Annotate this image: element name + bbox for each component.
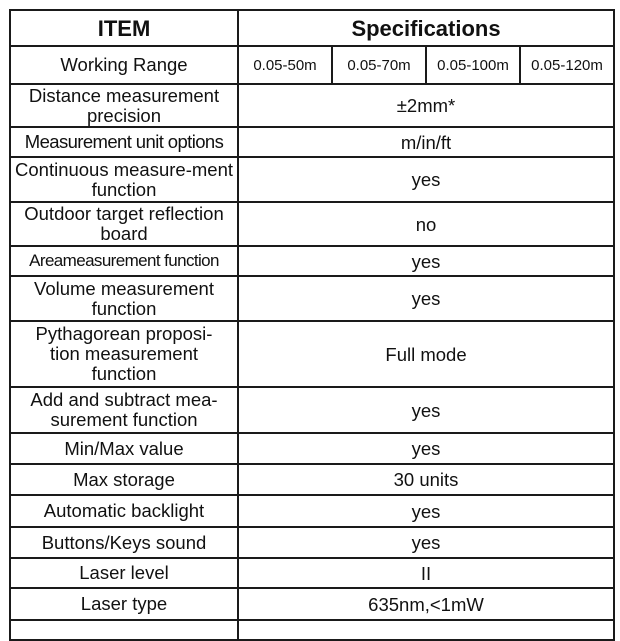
row-value: yes bbox=[238, 276, 614, 321]
row-label: Areameasurement function bbox=[10, 246, 238, 276]
row-label: Pythagorean proposi-tion measurement function bbox=[10, 321, 238, 387]
row-label: Outdoor target reflection board bbox=[10, 202, 238, 246]
table-row bbox=[10, 558, 614, 588]
table-row bbox=[10, 46, 614, 84]
row-label: Laser level bbox=[10, 558, 238, 588]
empty-cell bbox=[238, 620, 614, 640]
item-header: ITEM bbox=[10, 10, 238, 46]
row-label: Buttons/Keys sound bbox=[10, 527, 238, 558]
table-row bbox=[10, 464, 614, 495]
row-value: Full mode bbox=[238, 321, 614, 387]
range-value: 0.05-70m bbox=[332, 46, 426, 84]
range-value: 0.05-100m bbox=[426, 46, 520, 84]
range-value: 0.05-120m bbox=[520, 46, 614, 84]
row-value: m/in/ft bbox=[238, 127, 614, 157]
row-label: Continuous measure-ment function bbox=[10, 157, 238, 202]
row-value: yes bbox=[238, 387, 614, 433]
row-value: yes bbox=[238, 433, 614, 464]
table-row bbox=[10, 127, 614, 157]
table-row bbox=[10, 495, 614, 527]
row-label: Add and subtract mea-surement function bbox=[10, 387, 238, 433]
row-label: Automatic backlight bbox=[10, 495, 238, 527]
row-value: yes bbox=[238, 495, 614, 527]
row-value: 635nm,<1mW bbox=[238, 588, 614, 620]
row-value: ±2mm* bbox=[238, 84, 614, 127]
row-label: Min/Max value bbox=[10, 433, 238, 464]
row-label: Laser type bbox=[10, 588, 238, 620]
table-header-row bbox=[10, 10, 614, 46]
table-row bbox=[10, 588, 614, 620]
row-value: 30 units bbox=[238, 464, 614, 495]
table-row bbox=[10, 84, 614, 127]
table-row bbox=[10, 321, 614, 387]
row-value: no bbox=[238, 202, 614, 246]
table-row bbox=[10, 202, 614, 246]
table-row-partial bbox=[10, 620, 614, 640]
row-value: yes bbox=[238, 157, 614, 202]
row-label: Working Range bbox=[10, 46, 238, 84]
table-row bbox=[10, 276, 614, 321]
row-label: Volume measurement function bbox=[10, 276, 238, 321]
table-row bbox=[10, 433, 614, 464]
row-label: Measurement unit options bbox=[10, 127, 238, 157]
row-value: yes bbox=[238, 527, 614, 558]
row-value: yes bbox=[238, 246, 614, 276]
table-row bbox=[10, 387, 614, 433]
row-label: Max storage bbox=[10, 464, 238, 495]
row-value: II bbox=[238, 558, 614, 588]
specifications-header: Specifications bbox=[238, 10, 614, 46]
specifications-table bbox=[9, 9, 615, 641]
table-row bbox=[10, 246, 614, 276]
row-label: Distance measurement precision bbox=[10, 84, 238, 127]
range-value: 0.05-50m bbox=[238, 46, 332, 84]
table-row bbox=[10, 157, 614, 202]
table-row bbox=[10, 527, 614, 558]
empty-cell bbox=[10, 620, 238, 640]
